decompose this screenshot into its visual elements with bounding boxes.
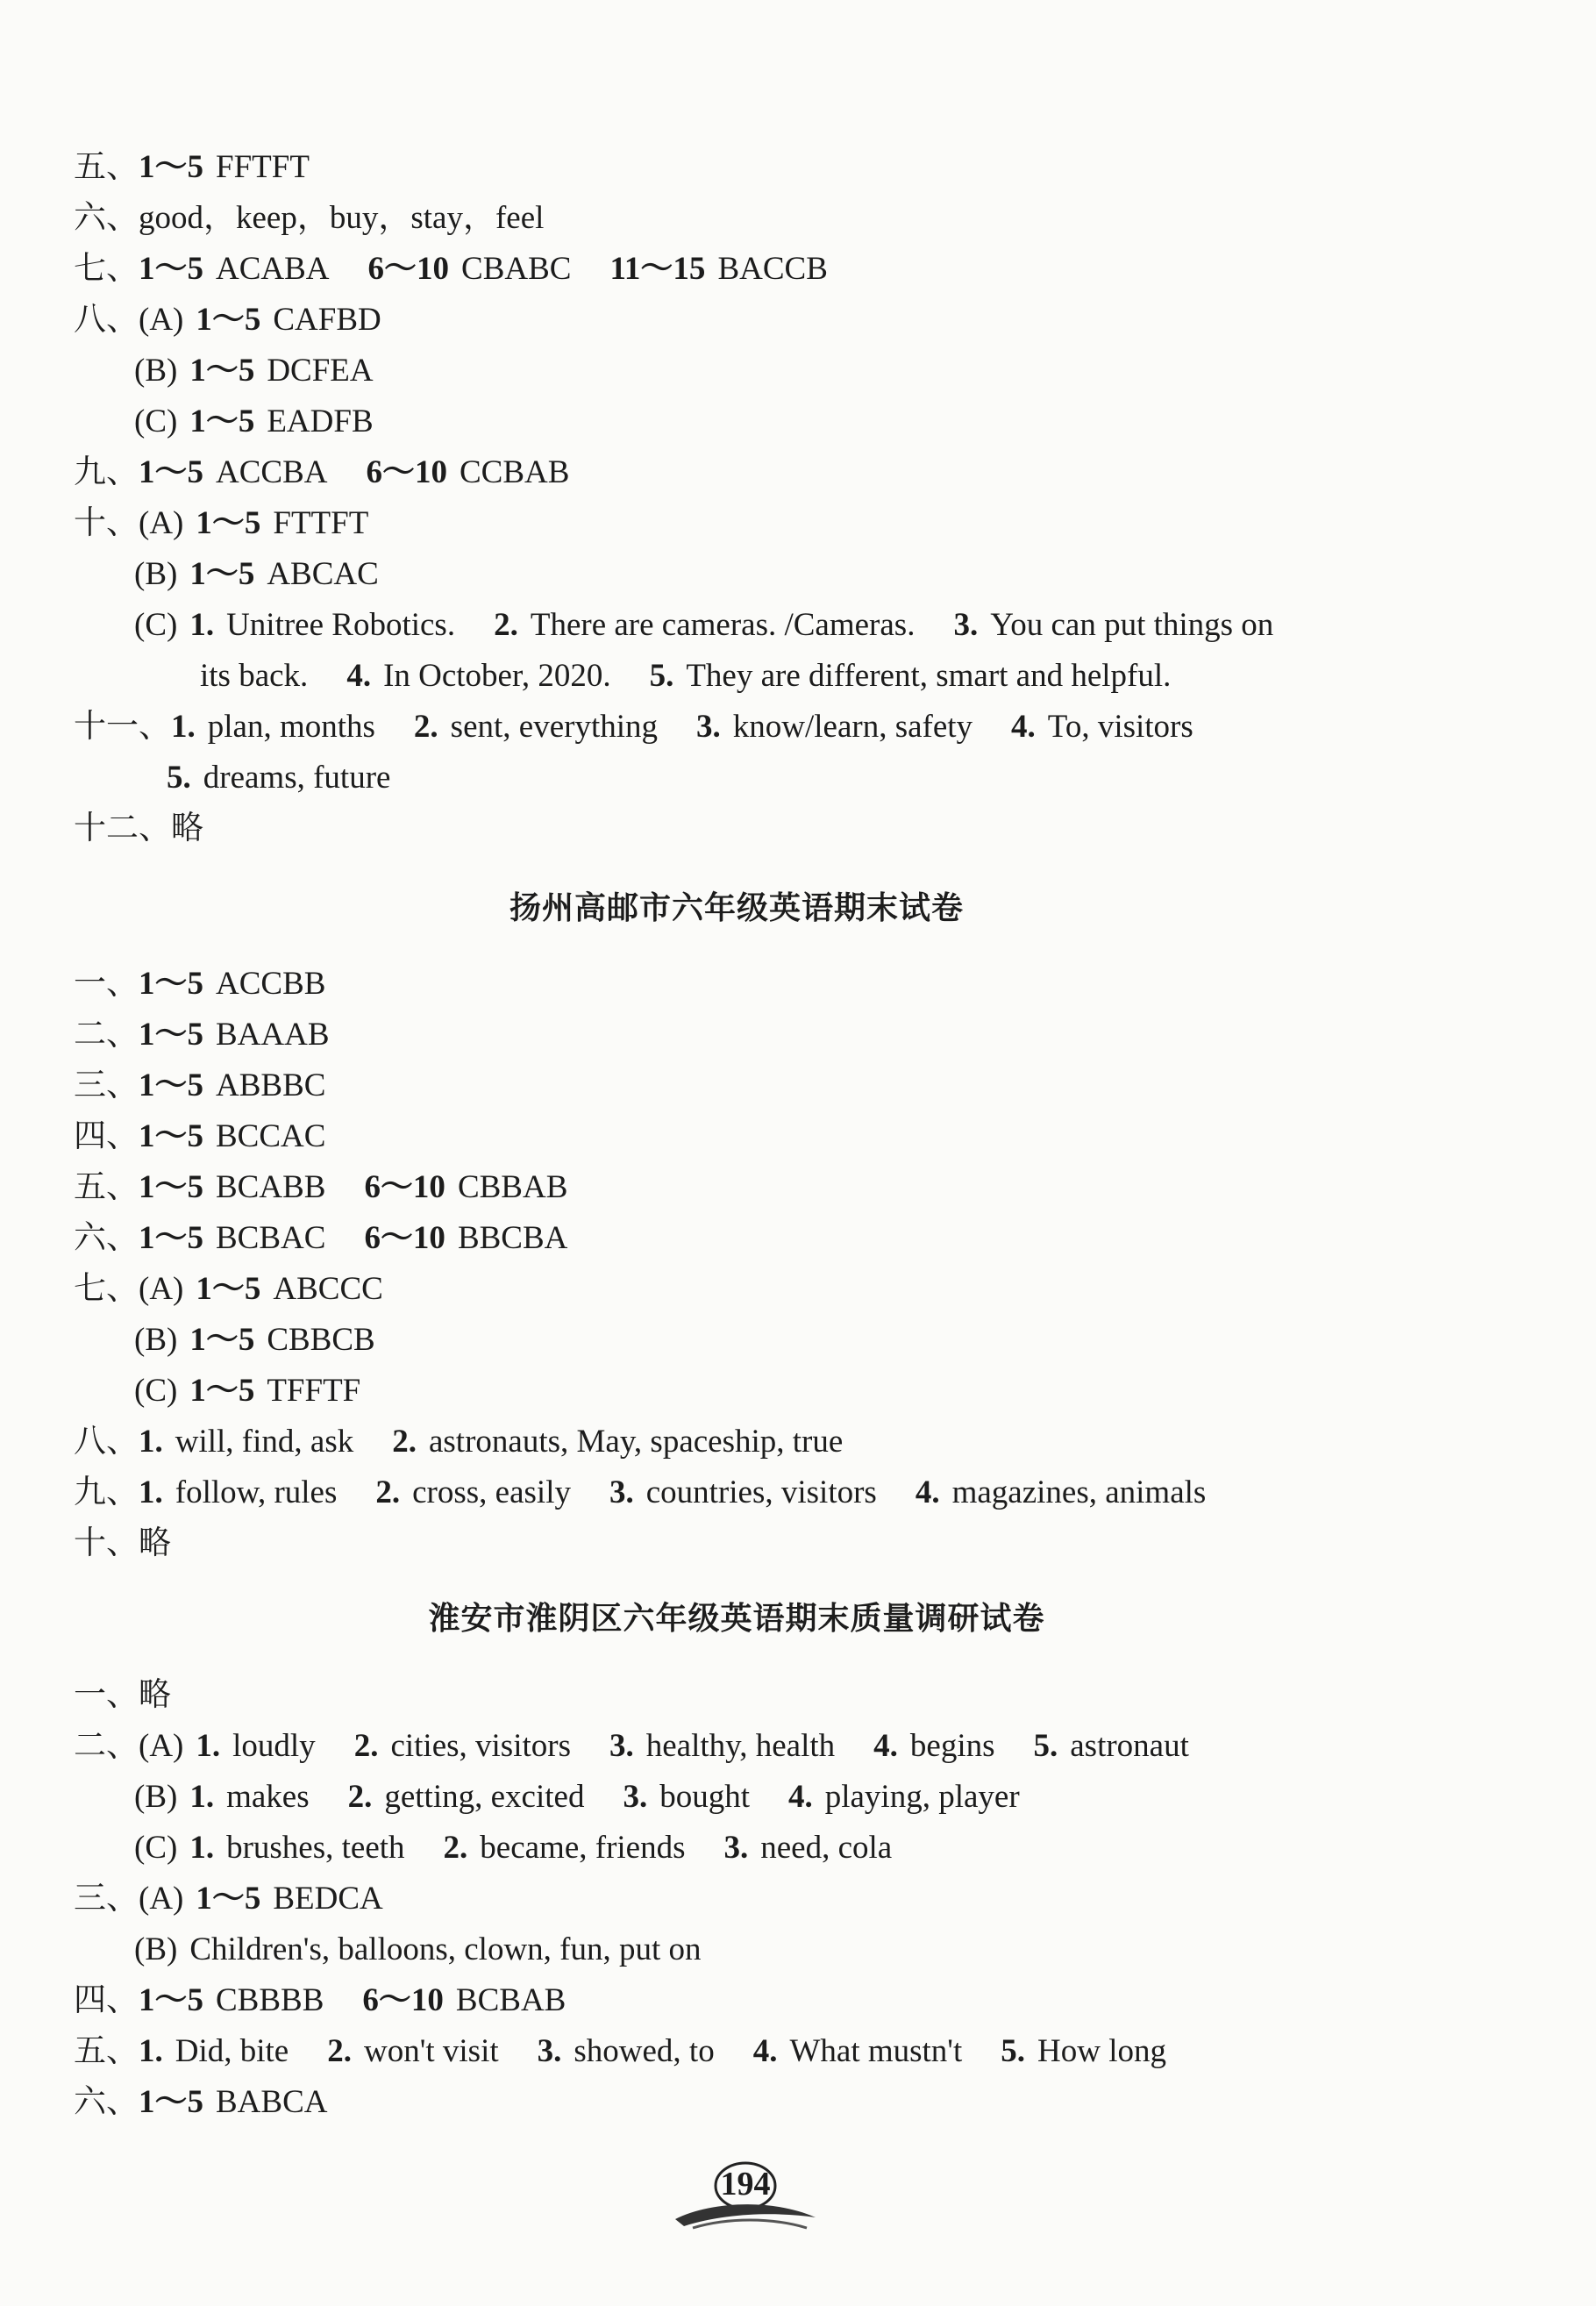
answer-line: (B) 1～5 CBBCB — [134, 1322, 375, 1358]
answer-line: 十二、略 — [74, 810, 203, 846]
answer-line: 二、1～5 BAAAB — [74, 1017, 330, 1053]
answer-line: 六、good，keep，buy，stay，feel — [74, 200, 545, 236]
answer-line: (B) 1～5 ABCAC — [134, 556, 379, 592]
section-title: 扬州高邮市六年级英语期末试卷 — [509, 890, 964, 926]
answer-line: 五、1. Did, bite 2. won't visit 3. showed, to 4. What mustn't 5. How long — [74, 2033, 1166, 2069]
answer-line: 八、(A) 1～5 CAFBD — [74, 302, 381, 338]
answer-line: 三、1～5 ABBBC — [74, 1067, 326, 1103]
answer-line: 四、1～5 BCCAC — [74, 1118, 326, 1154]
answer-line: (C) 1. brushes, teeth 2. became, friends 3. need, cola — [134, 1830, 893, 1866]
answer-line: (C) 1～5 EADFB — [134, 403, 374, 439]
answer-line: 十、略 — [74, 1525, 171, 1561]
answer-line: 七、1～5 ACABA 6～10 CBABC 11～15 BACCB — [74, 251, 828, 287]
section-title: 淮安市淮阴区六年级英语期末质量调研试卷 — [428, 1601, 1045, 1637]
answer-line: 六、1～5 BABCA — [74, 2084, 328, 2120]
answer-line: 八、1. will, find, ask 2. astronauts, May, spaceship, true — [74, 1424, 844, 1460]
answer-line: 六、1～5 BCBAC 6～10 BBCBA — [74, 1220, 568, 1256]
answer-line: (C) 1～5 TFFTF — [134, 1373, 361, 1409]
answer-line: 5. dreams, future — [167, 760, 391, 796]
answer-line: 二、(A) 1. loudly 2. cities, visitors 3. healthy, health 4. begins 5. astronaut — [74, 1728, 1189, 1764]
page-number — [675, 2156, 816, 2244]
answer-line: 七、(A) 1～5 ABCCC — [74, 1271, 383, 1307]
answer-line: 十、(A) 1～5 FTTFT — [74, 505, 369, 541]
answer-line: 九、1. follow, rules 2. cross, easily 3. countries, visitors 4. magazines, animals — [74, 1474, 1207, 1510]
answer-line: 五、1～5 FFTFT — [74, 149, 310, 185]
answer-line: 三、(A) 1～5 BEDCA — [74, 1881, 383, 1917]
answer-line: (C) 1. Unitree Robotics. 2. There are cameras. /Cameras. 3. You can put things on — [134, 607, 1274, 643]
answer-line: (B) Children's, balloons, clown, fun, put on — [134, 1931, 702, 1967]
answer-line: 一、1～5 ACCBB — [74, 966, 326, 1002]
page-number-text: 194 — [720, 2166, 771, 2202]
answer-line: 四、1～5 CBBBB 6～10 BCBAB — [74, 1982, 566, 2018]
answer-line: 十一、1. plan, months 2. sent, everything 3. know/learn, safety 4. To, visitors — [74, 709, 1193, 745]
answer-line: 五、1～5 BCABB 6～10 CBBAB — [74, 1169, 568, 1205]
answer-line: (B) 1. makes 2. getting, excited 3. bought 4. playing, player — [134, 1779, 1020, 1815]
answer-line: 九、1～5 ACCBA 6～10 CCBAB — [74, 454, 570, 490]
answer-line: (B) 1～5 DCFEA — [134, 353, 374, 389]
answer-line: its back. 4. In October, 2020. 5. They are different, smart and helpful. — [200, 658, 1172, 694]
answer-line: 一、略 — [74, 1677, 171, 1713]
